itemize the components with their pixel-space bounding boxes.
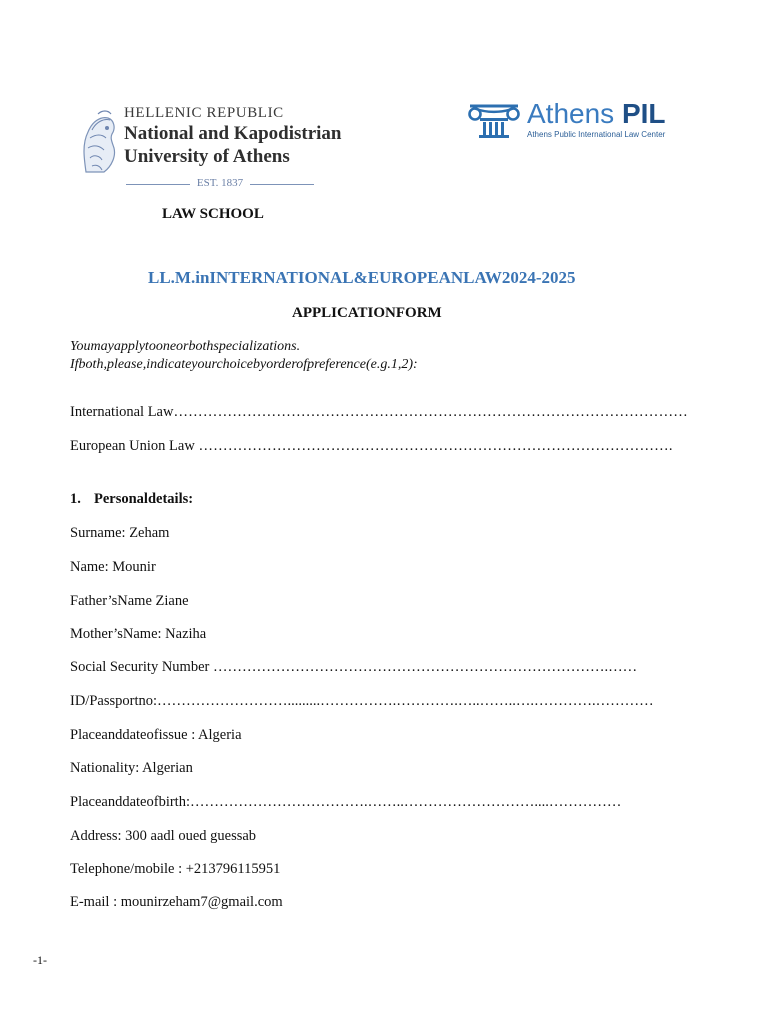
school-name: LAW SCHOOL <box>162 206 264 222</box>
section-number: 1. <box>70 491 81 507</box>
field-address[interactable]: Address: 300 aadl oued guessab <box>70 828 257 844</box>
field-name[interactable]: Name: Mounir <box>70 559 156 575</box>
field-email[interactable]: E-mail : mounirzeham7@gmail.com <box>70 894 283 910</box>
athena-seal-icon <box>78 108 120 178</box>
university-logo <box>78 104 378 192</box>
specialization-label: European Union Law <box>70 438 199 454</box>
ionic-column-icon <box>466 102 522 138</box>
pil-wordmark-pil: PIL <box>621 98 666 129</box>
pil-wordmark-athens: Athens <box>527 98 622 129</box>
instruction-line: Youmayapplytooneorbothspecializations. <box>70 339 301 354</box>
form-title: APPLICATIONFORM <box>292 305 442 321</box>
field-place-date-of-issue[interactable]: Placeanddateofissue : Algeria <box>70 727 242 743</box>
university-name-line1: National and Kapodistrian <box>124 123 342 144</box>
field-fathers-name[interactable]: Father’sName Ziane <box>70 593 189 609</box>
field-id-passport-no[interactable]: ID/Passportno:……………………….........…………….………….…..……..….………….………… <box>70 693 654 709</box>
pil-wordmark <box>527 98 666 130</box>
specialization-label: International Law <box>70 404 174 420</box>
programme-title: LL.M.inINTERNATIONAL&EUROPEANLAW2024-2025 <box>148 268 576 287</box>
specialization-international-law[interactable] <box>70 404 688 421</box>
section-heading-personal-details <box>70 491 193 508</box>
field-place-date-of-birth[interactable]: Placeanddateofbirth:……………………………….……..………………………....…………… <box>70 794 622 810</box>
established-label: EST. 1837 <box>196 177 244 189</box>
divider <box>126 184 190 185</box>
instruction-line: Ifboth,please,indicateyourchoicebyorderofpreference(e.g.1,2): <box>70 357 418 372</box>
specialization-european-union-law[interactable] <box>70 438 673 455</box>
fill-in-dots: …………………………………………………………………………………………… <box>173 404 688 420</box>
divider <box>250 184 314 185</box>
pil-subtitle: Athens Public International Law Center <box>527 130 666 139</box>
field-social-security-number[interactable]: Social Security Number ……………………………………………………………………….…… <box>70 659 638 675</box>
athens-pil-logo <box>466 100 696 144</box>
field-mothers-name[interactable]: Mother’sName: Naziha <box>70 626 207 642</box>
university-name-line2: University of Athens <box>124 146 290 167</box>
field-surname[interactable]: Surname: Zeham <box>70 525 170 541</box>
field-telephone[interactable]: Telephone/mobile : +213796115951 <box>70 861 281 877</box>
field-nationality[interactable]: Nationality: Algerian <box>70 760 193 776</box>
established-row <box>126 177 314 191</box>
fill-in-dots: ……………………………………………………………………………………. <box>198 438 673 454</box>
page-number: -1- <box>33 953 47 967</box>
republic-label: HELLENIC REPUBLIC <box>124 105 284 121</box>
section-title: Personaldetails: <box>94 491 194 507</box>
